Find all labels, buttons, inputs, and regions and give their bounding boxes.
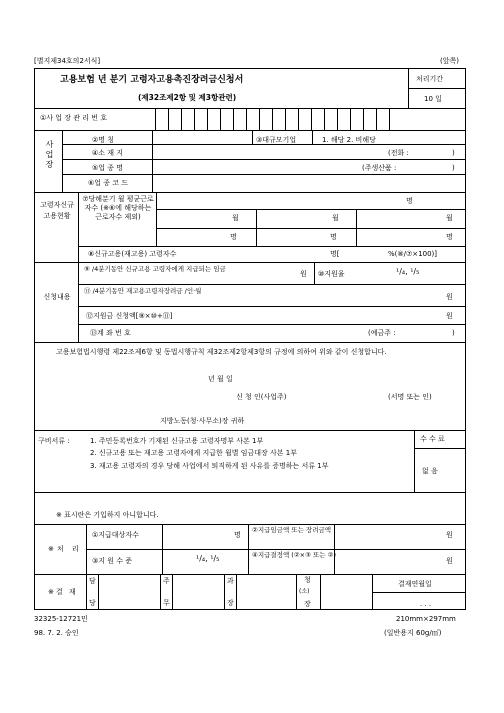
requested-amount-input[interactable]	[200, 309, 440, 321]
industry-name-input[interactable]	[153, 161, 358, 172]
account-number-input[interactable]	[200, 327, 360, 339]
month-1-label: 월	[232, 214, 239, 222]
approval-col1-bottom: 당	[89, 599, 96, 607]
processing-period-label: 처리기간	[416, 75, 444, 83]
month-1-count-unit: 명	[230, 233, 237, 241]
month-2-count-unit: 명	[330, 233, 337, 241]
processing-period-value: 10 일	[424, 95, 442, 103]
recipient-label: 지방노동(청·사무소)장 귀하	[160, 417, 245, 425]
payment-target-label: ①지급대상자수	[92, 531, 139, 539]
rehire-unit: 원	[446, 293, 453, 301]
new-hire-input[interactable]	[222, 248, 322, 260]
application-section-label: 신청내용	[43, 293, 71, 301]
form-reference: [별지제34호의2서식]	[34, 57, 101, 65]
month-3-label: 월	[446, 214, 453, 222]
approval-col2-bottom: 무	[163, 599, 170, 607]
support-level-label: ③지 원 수 준	[92, 557, 132, 565]
approval-col3-top: 과	[227, 577, 234, 585]
wage-label: ⑨ /4분기동안 신규고용 고령자에게 지급되는 임금	[84, 265, 226, 273]
document-item-2: 2. 신규고용 또는 재고용 고령자에게 지급한 월별 임금대장 사본 1부	[90, 449, 297, 457]
approval-section-label: ※결 재	[48, 588, 78, 596]
wage-unit: 원	[300, 270, 307, 278]
business-section-label: 사업장	[45, 140, 54, 170]
address-input[interactable]	[153, 146, 383, 157]
footer-approved: 98. 7. 2. 승인	[34, 629, 79, 637]
form-title: 고용보험 년 분기 고령자고용촉진장려금신청서	[60, 75, 244, 85]
declaration-text: 고용보험법시행령 제22조제6항 및 동법시행규칙 제32조제2항제3항의 규정에 의하여 위와 같이 신청합니다.	[56, 348, 387, 356]
footer-paper: (일반용지 60g/㎡)	[384, 629, 442, 637]
processing-section-label: ※처 리	[48, 545, 82, 553]
wage-total-label: ②지급임금액 또는 장려금액	[252, 526, 332, 534]
requested-amount-unit: 원	[446, 312, 453, 320]
fee-value: 없 음	[422, 467, 438, 475]
form-subtitle: (제32조제2항 및 제3항관련)	[138, 93, 237, 102]
decided-amount-unit: 원	[446, 557, 453, 565]
approval-col3-sign[interactable]	[238, 576, 294, 608]
new-hire-label: ⑧신규고용(재고용) 고령자수	[88, 250, 177, 258]
main-product-label: (주생산품 :	[362, 164, 397, 172]
footer-size: 210mm×297mm	[396, 615, 456, 623]
document-item-1: 1. 주민등록번호가 기재된 신규고용 고령자명부 사본 1부	[90, 437, 264, 445]
footer-code: 32325-12721민	[34, 615, 88, 623]
approval-col2-top: 주	[163, 577, 170, 585]
business-name-input[interactable]	[153, 132, 251, 143]
approval-col4-top: 청	[304, 576, 311, 584]
approval-col1-top: 담	[89, 577, 96, 585]
approval-col4-sign[interactable]	[322, 576, 370, 608]
month-3-count-unit: 명	[446, 233, 453, 241]
approval-date-value[interactable]: . . .	[420, 600, 432, 608]
industry-code-label: ⑥업 종 코 드	[88, 179, 128, 187]
requested-amount-label: ⑫지원금 신청액[⑨×⑩+⑪]	[86, 312, 173, 320]
approval-col3-bottom: 장	[227, 599, 234, 607]
document-item-3: 3. 재고용 고령자의 경우 당해 사업에서 퇴직하게 된 사유를 증명하는 서류 1부	[90, 462, 329, 470]
approval-col4-bottom: 장	[304, 600, 311, 608]
approval-col2-sign[interactable]	[174, 576, 222, 608]
enterprise-size-options[interactable]: 1. 해당 2. 비해당	[322, 136, 376, 144]
notice-text: ※ 표시란은 기입하지 아니합니다.	[56, 511, 159, 519]
address-label: ④소 재 지	[92, 149, 124, 157]
approval-col4-mid: (소)	[299, 588, 310, 595]
support-rate-label: ⑩지원율	[318, 270, 345, 278]
monthly-average-label: ⑦당해분기 월 평균근로자수 (※⑥에 해당하는 근로자수 제외)	[82, 195, 154, 221]
support-rate-values[interactable]: ¹/₄, ¹/₅	[396, 267, 420, 276]
business-name-label: ②명 칭	[92, 136, 115, 144]
fee-label: 수 수 료	[420, 435, 445, 443]
approval-col1-sign[interactable]	[100, 576, 158, 608]
signature-label[interactable]: (서명 또는 인)	[388, 393, 432, 401]
month-2-label: 월	[332, 214, 339, 222]
monthly-average-unit-top: 명	[406, 197, 413, 205]
declaration-date: 년 월 일	[208, 375, 233, 383]
documents-label: 구비서류 :	[38, 437, 70, 445]
account-number-label: ⑬계 좌 번 호	[90, 329, 131, 337]
payment-target-unit: 명	[234, 531, 241, 539]
workplace-number-input[interactable]	[155, 111, 402, 127]
depositor-close: )	[452, 329, 455, 337]
employment-section-label: 고령자신규고용현황	[40, 201, 74, 220]
enterprise-size-label: ③대규모기업	[256, 136, 297, 144]
phone-close: )	[452, 149, 455, 157]
new-hire-ratio-open: 명[	[330, 250, 340, 258]
industry-name-label: ⑤업 종 명	[92, 164, 124, 172]
wage-total-unit: 원	[446, 531, 453, 539]
main-product-close: )	[452, 164, 455, 172]
support-level-values[interactable]: ¹/₄, ¹/₅	[196, 554, 220, 563]
approval-date-label: 결재연월일	[398, 580, 432, 588]
depositor-label: (예금주 :	[368, 329, 396, 337]
new-hire-ratio-formula: %(⑧/⑦×100)]	[388, 250, 437, 258]
page-side-label: (앞쪽)	[440, 57, 459, 65]
industry-code-input[interactable]	[153, 177, 233, 189]
phone-label: (전화 :	[388, 149, 409, 157]
decided-amount-label: ④지급결정액 (②×③ 또는 ②)	[252, 551, 336, 559]
applicant-label: 신 청 인(사업주)	[236, 393, 287, 401]
workplace-number-label: ①사 업 장 관 리 번 호	[40, 114, 107, 122]
rehire-label: ⑪ /4분기동안 재고용고령자장려금 /인·월	[84, 287, 202, 295]
